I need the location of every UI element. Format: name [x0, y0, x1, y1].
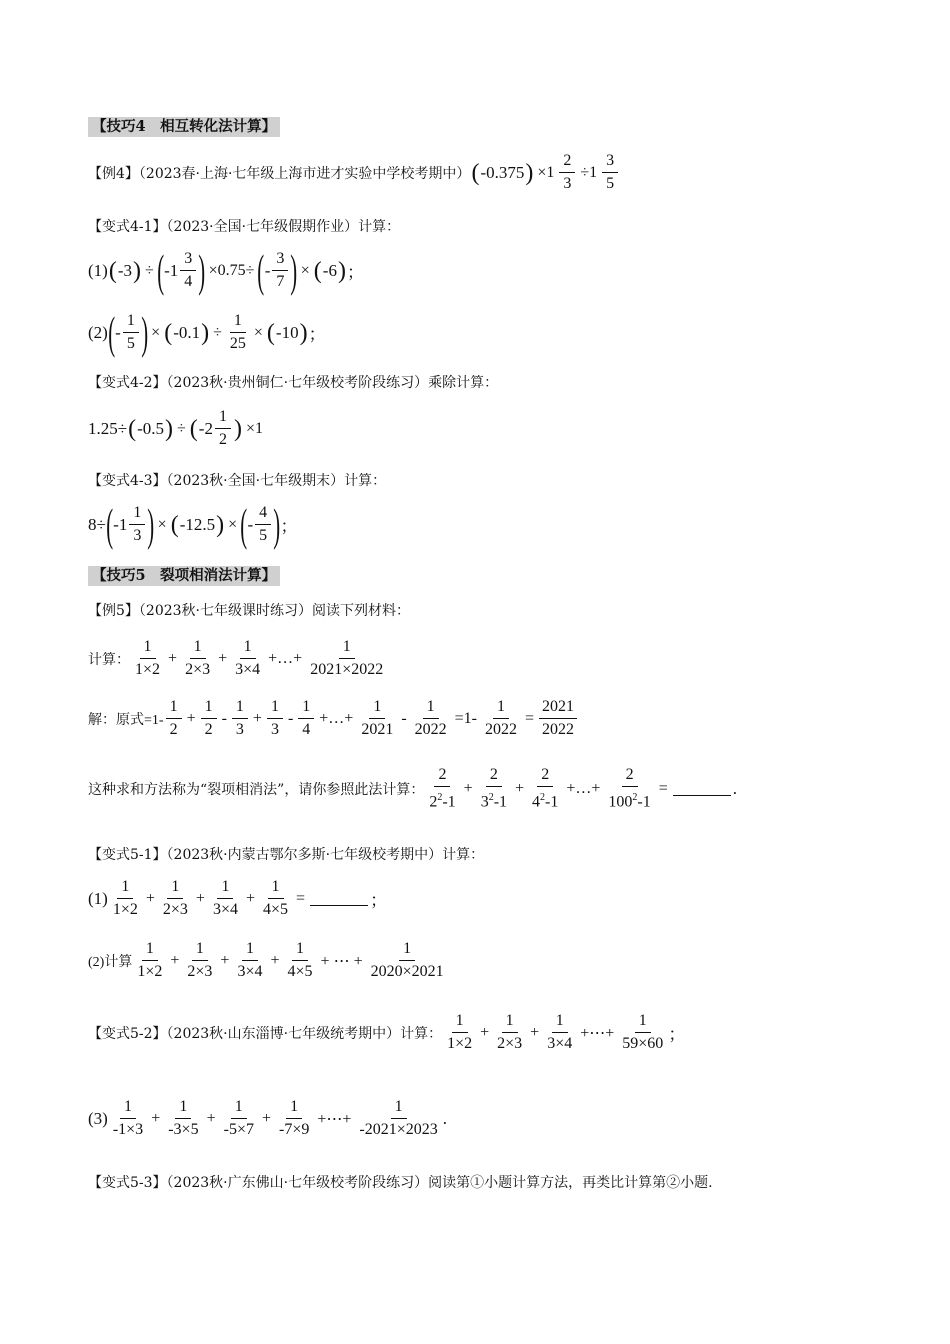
fraction	[210, 876, 241, 921]
example-5-solution	[88, 696, 579, 741]
fraction	[129, 502, 145, 547]
fraction	[356, 1096, 440, 1141]
operator: +⋯+	[317, 1110, 352, 1128]
denominator: 2021×2022	[310, 661, 384, 678]
term: -2	[198, 418, 213, 438]
numerator: 1	[192, 938, 208, 961]
fraction	[180, 248, 196, 293]
big-paren: (	[257, 244, 265, 296]
example-5-calc	[88, 636, 388, 681]
numerator: 2	[622, 764, 638, 787]
task-text: 这种求和方法称为“裂项相消法”，请你参照此法计算：	[88, 781, 425, 798]
fraction	[494, 1010, 525, 1055]
fraction	[529, 764, 561, 813]
denominator: 3×4	[237, 963, 263, 980]
numerator: 1	[339, 636, 355, 659]
operator: +…+	[319, 709, 354, 727]
operator: =	[296, 889, 306, 907]
denominator: 2×3	[497, 1035, 523, 1052]
formula	[88, 938, 449, 983]
term: 1.25÷	[88, 418, 128, 438]
fraction	[602, 150, 618, 195]
fraction	[426, 764, 458, 813]
variant-5-1-part-2	[88, 938, 449, 983]
numerator: 2	[559, 150, 575, 173]
variant-label: 【变式5-3】（2023秋·广东佛山·七年级校考阶段练习）阅读第①小题计算方法，再类比计算第②小题.	[88, 1175, 713, 1191]
numerator: 1	[267, 696, 283, 719]
denominator: 3×4	[547, 1035, 573, 1052]
operator: +	[480, 1023, 490, 1041]
numerator: 1	[167, 876, 183, 899]
operator: =	[658, 779, 668, 797]
formula	[88, 498, 298, 550]
term: -1	[164, 260, 179, 280]
denominator: 5	[126, 335, 135, 352]
paren: )	[299, 319, 308, 346]
fraction	[201, 696, 217, 741]
operator: +	[195, 889, 205, 907]
part-number: (2)	[88, 322, 108, 342]
fraction	[182, 636, 213, 681]
prefix: 解：原式=1-	[88, 712, 164, 728]
term: -1	[637, 793, 651, 811]
fraction	[605, 764, 653, 813]
operator: +	[270, 951, 280, 969]
operator: +	[170, 951, 180, 969]
fraction	[255, 502, 271, 547]
fraction	[232, 636, 263, 681]
denominator	[478, 787, 510, 813]
fraction	[110, 876, 141, 921]
denominator: 5	[606, 175, 615, 192]
fraction	[619, 1010, 666, 1055]
numerator: 1	[129, 502, 145, 525]
denominator: 2×3	[185, 661, 211, 678]
big-paren: (	[106, 498, 113, 550]
operator: +⋯+	[580, 1024, 615, 1042]
fraction	[227, 310, 249, 355]
paren: (	[170, 511, 179, 538]
punctuation: .	[442, 1108, 448, 1128]
punctuation: ；	[668, 1025, 686, 1044]
fraction	[307, 636, 386, 681]
denominator: 2021	[361, 721, 394, 738]
variant-5-1-label	[88, 844, 484, 864]
denominator: -1×3	[112, 1121, 144, 1138]
operator: +	[186, 709, 196, 727]
fraction	[184, 938, 215, 983]
operator: +	[206, 1109, 216, 1127]
paren: )	[233, 415, 242, 442]
term: ×1	[537, 163, 555, 181]
part-number: (2)计算	[88, 954, 133, 970]
term: -0.5	[137, 418, 165, 438]
term: -	[264, 260, 271, 280]
term: -1	[113, 514, 128, 534]
term: ×1	[245, 419, 263, 437]
fraction	[160, 876, 191, 921]
example-5-label	[88, 600, 410, 620]
denominator	[426, 787, 458, 813]
numerator: 1	[215, 406, 231, 429]
operator: =	[525, 709, 535, 727]
answer-blank[interactable]	[673, 781, 731, 796]
formula	[424, 764, 737, 813]
operator: +	[463, 779, 473, 797]
numerator: 1	[298, 696, 314, 719]
numerator: 1	[391, 1096, 407, 1119]
operator: ×	[151, 323, 161, 341]
denominator: 3	[133, 527, 142, 544]
formula	[88, 306, 326, 358]
formula	[88, 636, 388, 681]
fraction	[482, 696, 520, 741]
operator: + ⋯ +	[320, 952, 363, 970]
denominator	[529, 787, 561, 813]
term: -	[115, 322, 121, 342]
paren: (	[313, 257, 322, 284]
denominator: 25	[229, 335, 246, 352]
variant-4-1-part-2	[88, 306, 326, 358]
operator: =1-	[454, 709, 478, 727]
denominator: 1×2	[447, 1035, 473, 1052]
exponent: 2	[632, 792, 638, 803]
numerator: 2	[434, 764, 450, 787]
paren: (	[108, 257, 117, 284]
numerator: 1	[286, 1096, 302, 1119]
variant-label: 【变式4-2】（2023秋·贵州铜仁·七年级校考阶段练习）乘除计算：	[88, 375, 499, 391]
variant-5-3-label	[88, 1172, 713, 1192]
numerator: 1	[140, 636, 156, 659]
numerator: 1	[175, 1096, 191, 1119]
denominator	[605, 787, 653, 813]
operator: -	[221, 709, 227, 727]
section-heading-4	[88, 117, 280, 137]
exponent: 2	[540, 792, 546, 803]
fraction	[234, 938, 265, 983]
term: -12.5	[179, 514, 216, 534]
term: -0.1	[173, 322, 201, 342]
part-number: (1)	[88, 260, 108, 280]
punctuation: ；	[370, 891, 388, 910]
term: ×0.75÷	[208, 261, 255, 279]
denominator: 4×5	[263, 901, 289, 918]
paren: (	[266, 319, 275, 346]
variant-4-2-label	[88, 372, 498, 392]
operator: -	[401, 709, 407, 727]
variant-5-2-part-3	[88, 1096, 447, 1141]
paren: (	[164, 319, 173, 346]
denominator: 7	[276, 273, 285, 290]
numerator: 1	[230, 310, 246, 333]
operator: +	[218, 649, 228, 667]
numerator: 1	[123, 310, 139, 333]
numerator: 1	[292, 938, 308, 961]
operator: +	[515, 779, 525, 797]
fraction	[539, 696, 577, 741]
term: -1	[545, 793, 559, 811]
operator: ×	[300, 261, 310, 279]
variant-label: 【变式5-1】（2023秋·内蒙古鄂尔多斯·七年级校考期中）计算：	[88, 847, 485, 863]
numerator: 1	[552, 1010, 568, 1033]
paren: (	[128, 415, 137, 442]
term: -0.375	[480, 162, 525, 182]
exponent: 2	[437, 792, 443, 803]
fraction	[478, 764, 510, 813]
paren: )	[133, 257, 141, 284]
fraction	[166, 696, 182, 741]
numerator: 1	[231, 1096, 247, 1119]
numerator: 2021	[539, 696, 577, 719]
base: 100	[608, 793, 633, 811]
base: 2	[429, 793, 438, 811]
example-5-task	[88, 764, 737, 813]
answer-blank[interactable]	[310, 891, 368, 906]
heading-text: 【技巧5 裂项相消法计算】	[88, 566, 280, 586]
exponent: 2	[488, 792, 494, 803]
big-paren: )	[273, 498, 281, 550]
fraction	[221, 1096, 257, 1141]
denominator: 4	[184, 273, 193, 290]
denominator: 2	[218, 431, 227, 448]
fraction	[260, 876, 291, 921]
variant-label: 【变式5-2】（2023秋·山东淄博·七年级统考期中）计算：	[88, 1025, 443, 1042]
term: -	[247, 514, 254, 534]
denominator: 3	[563, 175, 572, 192]
denominator: 1×2	[137, 963, 163, 980]
numerator: 3	[602, 150, 618, 173]
big-paren: (	[108, 306, 115, 358]
operator: +	[530, 1023, 540, 1041]
example-4	[88, 150, 620, 195]
operator: ÷	[145, 261, 154, 279]
denominator: -7×9	[279, 1121, 310, 1138]
operator: +	[145, 889, 155, 907]
numerator: 1	[142, 938, 158, 961]
fraction	[110, 1096, 146, 1141]
term: -3	[117, 260, 132, 280]
big-paren: )	[198, 244, 206, 296]
variant-4-3-formula	[88, 498, 298, 550]
fraction	[134, 938, 165, 983]
fraction	[559, 150, 575, 195]
punctuation: ；	[346, 263, 364, 282]
denominator: 2	[204, 721, 213, 738]
formula	[88, 1096, 447, 1141]
numerator: 1	[502, 1010, 518, 1033]
numerator: 1	[399, 938, 415, 961]
numerator: 1	[217, 876, 233, 899]
term: -1	[442, 793, 456, 811]
denominator: 2022	[485, 721, 518, 738]
fraction	[368, 938, 447, 983]
numerator: 1	[201, 696, 217, 719]
numerator: 1	[452, 1010, 468, 1033]
big-paren: (	[156, 244, 164, 296]
operator: +	[252, 709, 262, 727]
punctuation: .	[732, 778, 738, 798]
numerator: 1	[120, 1096, 136, 1119]
operator: ×	[157, 515, 167, 533]
numerator: 1	[232, 696, 248, 719]
punctuation: ；	[308, 325, 326, 344]
operator: +	[261, 1109, 271, 1127]
denominator: 59×60	[622, 1035, 664, 1052]
fraction	[544, 1010, 575, 1055]
big-paren: )	[141, 306, 148, 358]
variant-label: 【变式4-3】（2023秋·全国·七年级期末）计算：	[88, 473, 387, 489]
variant-4-1-label	[88, 216, 400, 236]
numerator: 1	[423, 696, 439, 719]
term: ÷1	[580, 163, 598, 181]
formula	[88, 244, 364, 296]
term: 8÷	[88, 514, 106, 534]
example-label: 【例4】（2023春·上海·七年级上海市进才实验中学校考期中）	[88, 165, 471, 182]
fraction	[444, 1010, 475, 1055]
numerator: 1	[242, 938, 258, 961]
big-paren: (	[240, 498, 248, 550]
variant-4-3-label	[88, 470, 386, 490]
fraction	[358, 696, 396, 741]
fraction	[123, 310, 139, 355]
paren: )	[165, 415, 174, 442]
fraction	[267, 696, 283, 741]
denominator: 2×3	[187, 963, 213, 980]
term: -6	[322, 260, 337, 280]
numerator: 1	[240, 636, 256, 659]
heading-text: 【技巧4 相互转化法计算】	[88, 117, 280, 137]
variant-4-1-part-1	[88, 244, 364, 296]
formula	[88, 696, 579, 741]
variant-5-2	[88, 1010, 685, 1055]
numerator: 2	[537, 764, 553, 787]
denominator: 2	[169, 721, 178, 738]
numerator: 1	[166, 696, 182, 719]
operator: -	[287, 709, 294, 727]
operator: ÷	[213, 323, 222, 341]
denominator: 2022	[414, 721, 447, 738]
paren: (	[189, 415, 198, 442]
denominator: 4×5	[287, 963, 313, 980]
numerator: 4	[255, 502, 271, 525]
denominator: -3×5	[168, 1121, 199, 1138]
operator: +	[151, 1109, 161, 1127]
variant-4-2-formula	[88, 406, 266, 451]
prefix: 计算：	[88, 652, 130, 668]
term: -10	[275, 322, 299, 342]
operator: ×	[253, 323, 263, 341]
numerator: 1	[635, 1010, 651, 1033]
numerator: 1	[117, 876, 133, 899]
operator: +…+	[566, 779, 601, 797]
term: -1	[493, 793, 508, 811]
section-heading-5	[88, 566, 280, 586]
operator: +	[220, 951, 230, 969]
fraction	[272, 248, 288, 293]
denominator: 3×4	[235, 661, 261, 678]
operator: ÷	[177, 419, 186, 437]
denominator: 3	[270, 721, 279, 738]
denominator: -2021×2023	[359, 1121, 438, 1138]
formula	[470, 150, 620, 195]
formula	[88, 406, 266, 451]
punctuation: ；	[280, 517, 298, 536]
paren: )	[337, 257, 346, 284]
example-label: 【例5】（2023秋·七年级课时练习）阅读下列材料：	[88, 603, 410, 619]
numerator: 2	[486, 764, 502, 787]
denominator: 1×2	[112, 901, 138, 918]
operator: +	[245, 889, 256, 907]
denominator: 5	[259, 527, 268, 544]
part-number: (1)	[88, 888, 108, 908]
formula	[88, 876, 387, 921]
operator: +…+	[268, 649, 303, 667]
fraction	[132, 636, 163, 681]
paren: )	[201, 319, 210, 346]
paren: )	[525, 159, 534, 186]
denominator: 2022	[542, 721, 575, 738]
big-paren: )	[147, 498, 155, 550]
fraction	[232, 696, 248, 741]
fraction	[412, 696, 450, 741]
fraction	[215, 406, 231, 451]
denominator: 2×3	[162, 901, 188, 918]
numerator: 3	[180, 248, 196, 271]
part-number: (3)	[88, 1108, 108, 1128]
fraction	[165, 1096, 201, 1141]
numerator: 1	[493, 696, 509, 719]
denominator: 2020×2021	[370, 963, 444, 980]
denominator: -5×7	[223, 1121, 254, 1138]
denominator: 1×2	[135, 661, 161, 678]
variant-5-1-part-1	[88, 876, 387, 921]
base: 4	[532, 793, 541, 811]
denominator: 3×4	[212, 901, 238, 918]
big-paren: )	[290, 244, 298, 296]
base: 3	[480, 793, 489, 811]
fraction	[276, 1096, 312, 1141]
operator: ×	[228, 515, 238, 533]
denominator: 4	[302, 721, 311, 738]
fraction	[298, 696, 314, 741]
numerator: 1	[268, 876, 284, 899]
paren: )	[216, 511, 225, 538]
fraction	[285, 938, 316, 983]
denominator: 3	[235, 721, 244, 738]
numerator: 1	[190, 636, 206, 659]
operator: +	[168, 649, 178, 667]
formula	[442, 1010, 685, 1055]
numerator: 1	[369, 696, 385, 719]
variant-label: 【变式4-1】（2023·全国·七年级假期作业）计算：	[88, 219, 401, 235]
paren: (	[471, 159, 480, 186]
numerator: 3	[272, 248, 288, 271]
